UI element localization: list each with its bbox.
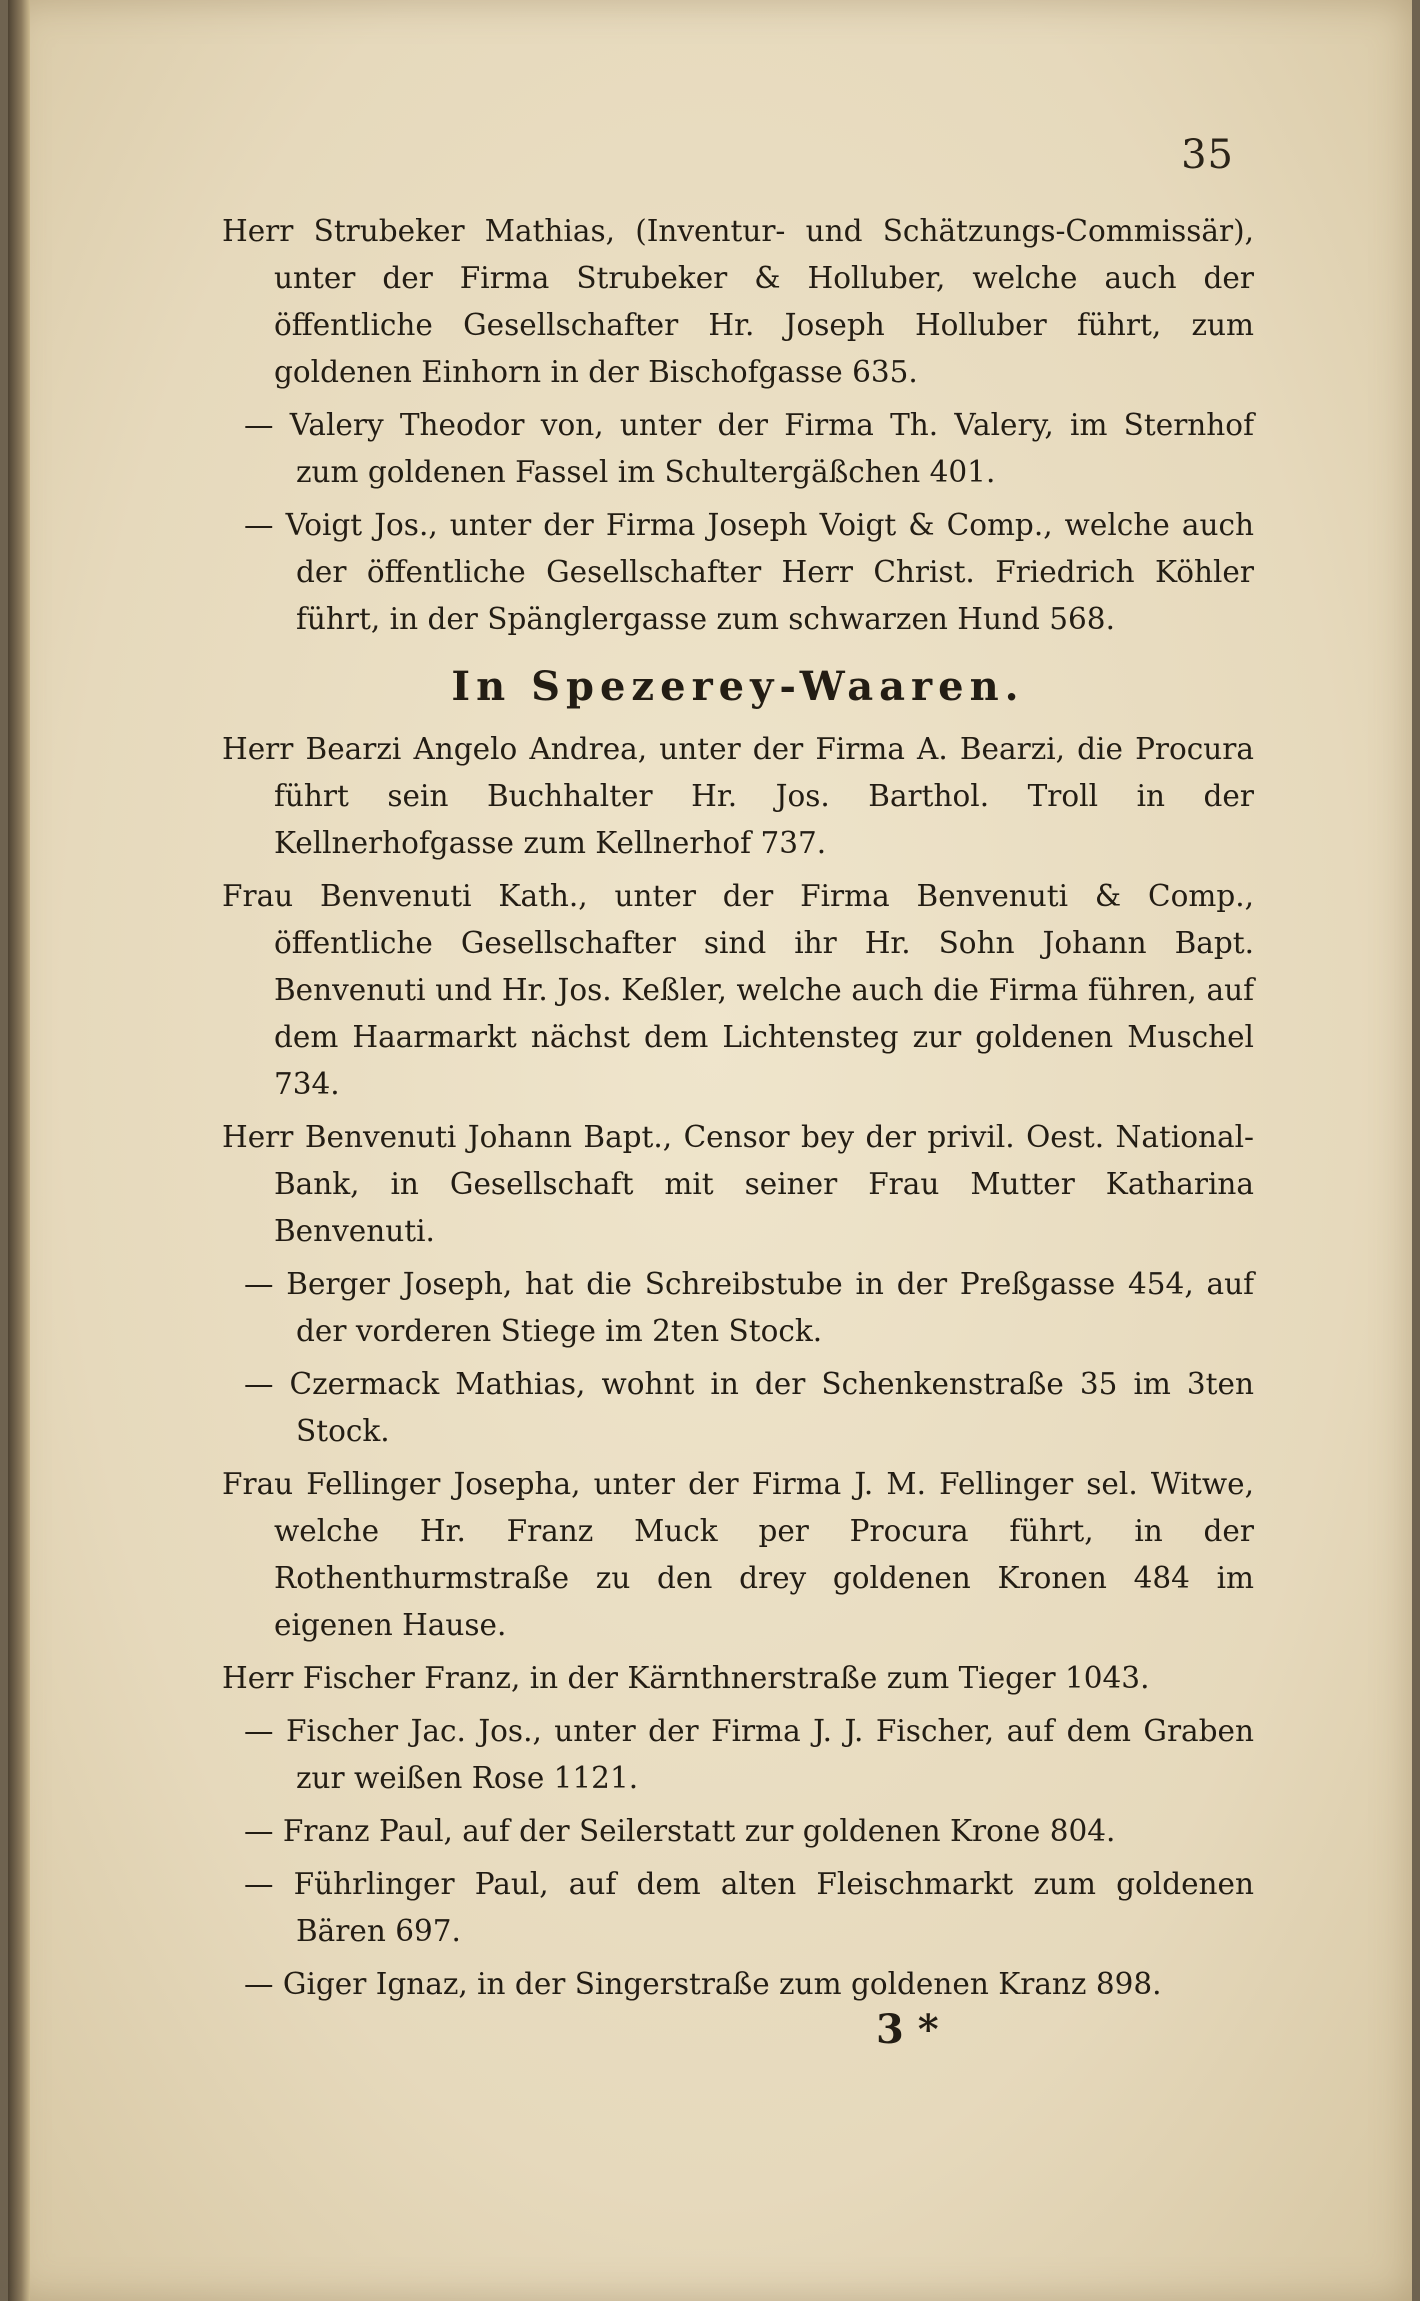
- entry-benvenuti-kath: Frau Benvenuti Kath., unter der Firma Benvenuti & Comp., öffentliche Gesellschafter sind ihr Hr. Sohn Johann Bapt. Benvenuti und Hr. Jos. Keßler, welche auch die Firma führen, auf dem Haarmarkt nächst dem Lichtensteg zur goldenen Muschel 734.: [222, 879, 1254, 1101]
- entry-bearzi: Herr Bearzi Angelo Andrea, unter der Firma A. Bearzi, die Procura führt sein Buchhalter Hr. Jos. Barthol. Troll in der Kellnerhofgasse zum Kellnerhof 737.: [222, 732, 1254, 860]
- page-content: [222, 208, 1254, 2014]
- entry-benvenuti-johann: Herr Benvenuti Johann Bapt., Censor bey der privil. Oest. National-Bank, in Gesellschaft mit seiner Frau Mutter Katharina Benvenuti.: [222, 1120, 1254, 1248]
- entry-berger: — Berger Joseph, hat die Schreibstube in der Preßgasse 454, auf der vorderen Stiege im 2ten Stock.: [244, 1267, 1254, 1348]
- entry-fellinger: Frau Fellinger Josepha, unter der Firma J. M. Fellinger sel. Witwe, welche Hr. Franz Muck per Procura führt, in der Rothenthurmstraße zu den drey goldenen Kronen 484 im eigenen Hause.: [222, 1467, 1254, 1642]
- entry-fischer-jac: — Fischer Jac. Jos., unter der Firma J. J. Fischer, auf dem Graben zur weißen Rose 1121.: [244, 1714, 1254, 1795]
- book-page: [8, 0, 1412, 2301]
- signature-mark: 3 *: [876, 2006, 939, 2053]
- entry-valery: — Valery Theodor von, unter der Firma Th. Valery, im Sternhof zum goldenen Fassel im Schultergäßchen 401.: [244, 408, 1254, 489]
- section-heading: In Spezerey-Waaren.: [451, 663, 1025, 710]
- entry-giger: — Giger Ignaz, in der Singerstraße zum goldenen Kranz 898.: [244, 1967, 1162, 2001]
- page-number: 35: [1181, 132, 1234, 178]
- entry-strubeker: Herr Strubeker Mathias, (Inventur- und Schätzungs-Commissär), unter der Firma Strubeker & Holluber, welche auch der öffentliche Gesellschafter Hr. Joseph Holluber führt, zum goldenen Einhorn in der Bischofgasse 635.: [222, 214, 1254, 389]
- entry-fischer-franz: Herr Fischer Franz, in der Kärnthnerstraße zum Tieger 1043.: [222, 1661, 1150, 1695]
- entry-fuehrlinger: — Führlinger Paul, auf dem alten Fleischmarkt zum goldenen Bären 697.: [244, 1867, 1254, 1948]
- entry-franz-paul: — Franz Paul, auf der Seilerstatt zur goldenen Krone 804.: [244, 1814, 1116, 1848]
- entry-voigt: — Voigt Jos., unter der Firma Joseph Voigt & Comp., welche auch der öffentliche Gesellschafter Herr Christ. Friedrich Köhler führt, in der Spänglergasse zum schwarzen Hund 568.: [244, 508, 1254, 636]
- entry-czermack: — Czermack Mathias, wohnt in der Schenkenstraße 35 im 3ten Stock.: [244, 1367, 1254, 1448]
- book-spine: [8, 0, 30, 2301]
